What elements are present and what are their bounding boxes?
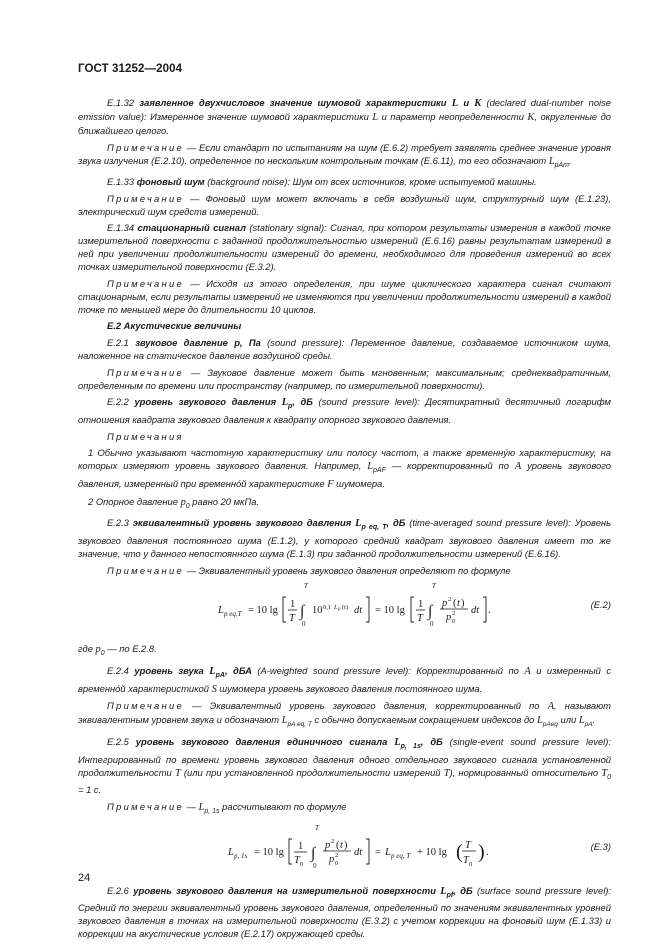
svg-text:1: 1 (290, 599, 296, 611)
svg-text:2: 2 (331, 837, 335, 845)
svg-text:p eq,T: p eq,T (224, 610, 242, 619)
note-e1-33: Примечание — Фоновый шум может включать в себя воздушный шум, структурный шум (E.1.23), электрический шум средств измерений. (78, 192, 611, 217)
svg-text:0: 0 (313, 861, 317, 870)
svg-text:= 10 lg: = 10 lg (254, 846, 284, 858)
entry-e1-34: E.1.34 стационарный сигнал (stationary signal): Сигнал, при котором результаты измерения в каждой точке измерительной поверхности с заданной продолжительностью измерений (E.6.16) равны результатам измерений в ней при увеличении продолжительности измерений до времени, необходимого для проведения измерений во всех точках измерительной поверхности (E.3.2). (78, 222, 611, 273)
svg-text:0: 0 (430, 620, 434, 629)
formula-e2-where: где $p_0$ — по E.2.8. (78, 643, 157, 658)
section-heading-e2: E.2 Акустические величины (107, 320, 242, 332)
formula-e3-number: (E.3) (590, 840, 611, 852)
svg-text:T: T (294, 854, 300, 866)
svg-text:dt: dt (471, 605, 480, 617)
formula-e2 (78, 580, 611, 638)
svg-text:0: 0 (300, 860, 304, 868)
svg-text:2: 2 (452, 610, 456, 618)
entry-e2-2: E.2.2 уровень звукового давления $L_p$, дБ (sound pressure level): Десятикратный десятичный логарифм отношения квадрата звукового давления к квадрату опорного звукового давления. (78, 396, 611, 426)
page-header: ГОСТ 31252—2004 (78, 63, 183, 75)
svg-text:): ) (478, 840, 485, 863)
svg-text:0: 0 (452, 618, 456, 626)
svg-text:p: p (446, 612, 452, 624)
entry-e2-3: E.2.3 эквивалентный уровень звукового давления $L_{p eq, T}$, дБ (time-averaged sound pressure level): Уровень звукового давления постоянного шума (E.1.2), у которого средний квадрат звукового давления имеет то же значение, что у данного непостоянного шума (E.1.3) при заданной продолжительности измерений (E.6.16). (78, 517, 612, 560)
note-e2-4: Примечание — Эквивалентный уровень звукового давления, корректированный по A, называют эквивалентным уровнем звука и обозначают $L_{pA eq, T}$ с обычно допускаемым сокращением индексов до $L_{pAeq}$ или $L_{pA}$. (78, 700, 611, 729)
svg-text:p: p (329, 853, 335, 865)
svg-text:(: ( (336, 839, 340, 851)
notes-e2-2-label: Примечания (107, 430, 184, 442)
svg-text:t: t (340, 839, 343, 851)
svg-text:= 10 lg: = 10 lg (375, 605, 405, 617)
entry-e2-4: E.2.4 уровень звука $L_{pA}$, дБА (A-weighted sound pressure level): Корректированный по A и измеренный с временно́й характеристикой S шумомера уровень звукового давления постоянного шума. (78, 664, 612, 695)
svg-text:0: 0 (335, 859, 339, 867)
entry-e2-1: E.2.1 звуковое давление p, Па (sound pressure): Переменное давление, создаваемое источником шума, наложенное на статическое давление воздушной среды. (78, 337, 612, 362)
svg-text:L: L (334, 604, 338, 612)
svg-text:∫: ∫ (300, 603, 305, 621)
svg-text:+ 10 lg: + 10 lg (417, 846, 447, 858)
svg-text:10: 10 (312, 605, 323, 617)
svg-text:T: T (417, 613, 423, 625)
svg-text:∫: ∫ (311, 844, 316, 862)
svg-text:L: L (218, 605, 224, 617)
formula-e2-graphic (78, 580, 611, 638)
svg-text:T: T (463, 854, 469, 866)
entry-e2-5: E.2.5 уровень звукового давления единичного сигнала $L_{p, 1s}$, дБ (single-event sound pressure level): Интегрированный по времени уровень звукового давления одного отдельного звукового сигнала установленной продолжительности T (или при установленной продолжительности измерений T), нормированный относительно $T_0 = 1$ с. (78, 735, 611, 796)
formula-e2-number: (E.2) (590, 599, 611, 611)
svg-text:∫: ∫ (428, 603, 433, 621)
svg-text:1: 1 (298, 840, 304, 852)
svg-text:(: ( (456, 840, 463, 863)
note-e2-3: Примечание — Эквивалентный уровень звукового давления определяют по формуле (107, 564, 511, 576)
document-body (78, 96, 611, 944)
svg-text:T: T (432, 582, 436, 591)
svg-text:L: L (385, 846, 391, 858)
formula-e3 (78, 822, 611, 880)
svg-text:(: ( (453, 598, 457, 610)
note-e2-2-item-2: 2 Опорное давление $p_0$ равно 20 мкПа. (88, 495, 260, 510)
svg-text:2: 2 (335, 851, 339, 859)
svg-text:T: T (315, 823, 319, 832)
svg-text:= 10 lg: = 10 lg (248, 605, 278, 617)
svg-text:T: T (289, 613, 295, 625)
svg-text:1: 1 (418, 599, 424, 611)
formula-e3-graphic (78, 822, 611, 880)
svg-text:0: 0 (469, 860, 473, 868)
page-number: 24 (78, 872, 91, 884)
note-e2-2-item-1: 1 Обычно указывают частотную характеристику или полосу частот, а также временну́ю характеристику, на которых измеряют уровень звукового давления. Например, $L_{pAF}$ — корректированный по A уровень звукового давления, измеренный при временно́й характеристике F шумомера. (78, 447, 611, 491)
note-e1-34: Примечание — Исходя из этого определения, при шуме циклического характера сигнал считают стационарным, если результаты измерений не изменяются при увеличении продолжительности измерений в каждой точке по меньшей мере до длительности 10 циклов. (78, 277, 611, 315)
svg-text:T: T (304, 582, 308, 591)
entry-e2-6: E.2.6 уровень звукового давления на измерительной поверхности $L_{pf}$, дБ (surface sound pressure level): Средний по энергии эквивалентный уровень звукового давления, определенный по значениям эквивалентных уровней звукового давления в точках на измерительной поверхности (E.3.2) с учетом коррекции на фоновый шум (E.1.33) и коррекции на акустические условия (E.2.17) окружающей среды. (78, 884, 612, 940)
svg-text:0,1: 0,1 (323, 604, 332, 612)
entry-e1-33: E.1.33 фоновый шум (background noise): Шум от всех источников, кроме испытуемой машины. (107, 176, 537, 188)
note-e2-5: Примечание — $L_{p, 1s}$ рассчитывают по формуле (107, 801, 347, 815)
svg-text:t: t (457, 598, 460, 610)
svg-text:=: = (375, 846, 381, 858)
note-e2-1: Примечание — Звуковое давление может быть мгновенным; максимальным; среднеквадратичным, определенным по времени или пространству (например, по измерительной поверхности). (78, 366, 611, 391)
svg-text:L: L (228, 846, 234, 858)
svg-text:dt: dt (354, 846, 363, 858)
svg-text:p eq, T: p eq, T (391, 851, 411, 860)
svg-text:p: p (442, 598, 448, 610)
svg-text:dt: dt (354, 605, 363, 617)
svg-text:(t): (t) (342, 604, 349, 612)
svg-text:T: T (465, 839, 471, 851)
svg-text:2: 2 (448, 596, 452, 604)
svg-text:): ) (461, 598, 465, 610)
svg-text:0: 0 (302, 620, 306, 629)
svg-text:.: . (486, 846, 489, 858)
svg-text:p: p (338, 607, 341, 613)
note-e1-32: Примечание — Если стандарт по испытаниям на шум (E.6.2) требует заявлять среднее значение уровня звука излучения (E.2.10), определенное по нескольким контрольным точкам (E.6.11), то его обозначают $L_{pAm}$. (78, 141, 611, 169)
svg-text:p: p (325, 839, 331, 851)
svg-text:p, 1s: p, 1s (234, 851, 248, 860)
svg-text:): ) (344, 839, 348, 851)
entry-e1-32: E.1.32 заявленное двухчисловое значение шумовой характеристики L и K (declared dual-number noise emission value): Измеренное значение шумовой характеристики L и параметр неопределенности K, округленные до ближайшего целого. (78, 97, 612, 136)
svg-text:.: . (488, 605, 491, 617)
